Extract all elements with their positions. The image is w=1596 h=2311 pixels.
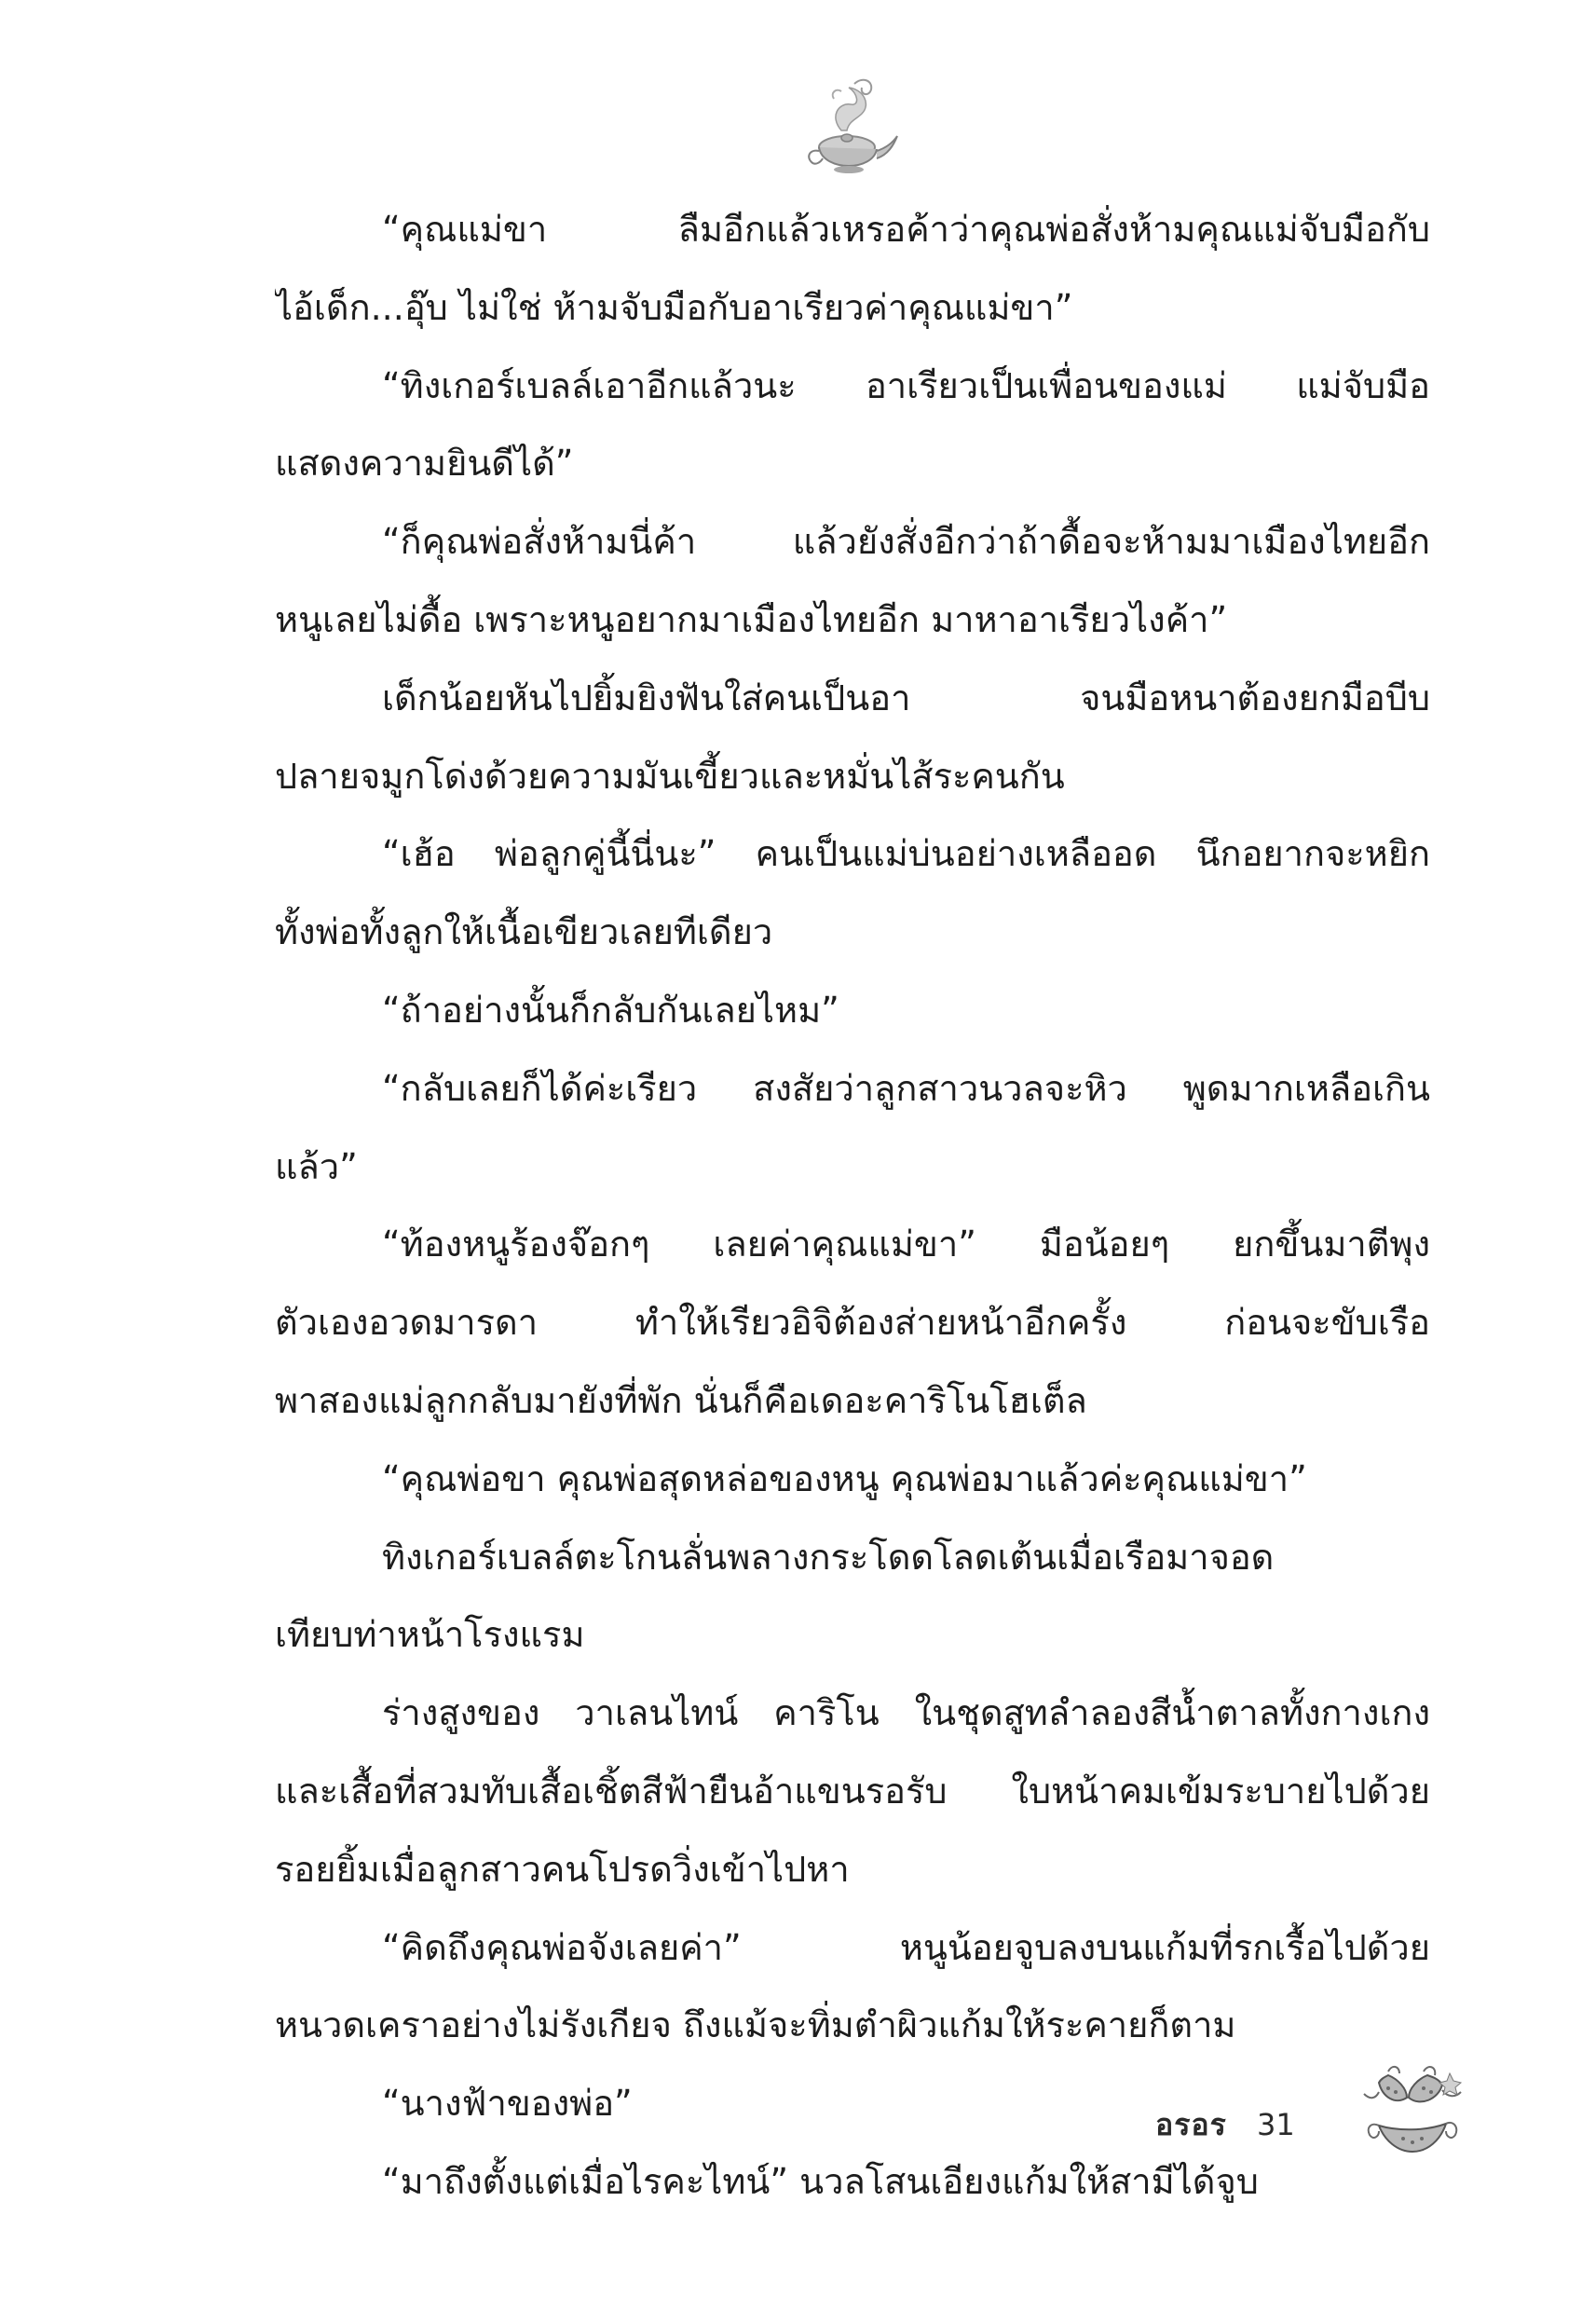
text-line: รอยยิ้มเมื่อลูกสาวคนโปรดวิ่งเข้าไปหา [275,1848,850,1890]
body-text [275,191,1430,2222]
text-line: พาสองแม่ลูกกลับมายังที่พัก นั่นก็คือเดอะคาริโนโฮเต็ล [275,1379,1087,1421]
text-line: ไอ้เด็ก...อุ๊บ ไม่ใช่ ห้ามจับมือกับอาเรียวค่าคุณแม่ขา” [275,286,1073,328]
text-line: หนวดเคราอย่างไม่รังเกียจ ถึงแม้จะทิ่มตำผิวแก้มให้ระคายก็ตาม [275,2004,1236,2046]
text-line: ตัวเองอวดมารดา ทำให้เรียวอิจิต้องส่ายหน้าอีกครั้ง ก่อนจะขับเรือ [275,1302,1430,1344]
text-line: “กลับเลยก็ได้ค่ะเรียว สงสัยว่าลูกสาวนวลจะหิว พูดมากเหลือเกิน [382,1067,1430,1109]
text-line: ทิงเกอร์เบลล์ตะโกนลั่นพลางกระโดดโลดเต้นเมื่อเรือมาจอด [382,1536,1275,1578]
text-line: ปลายจมูกโด่งด้วยความมันเขี้ยวและหมั่นไส้ระคนกัน [275,755,1065,797]
text-line: “นางฟ้าของพ่อ” [382,2083,633,2125]
text-line: “คุณพ่อขา คุณพ่อสุดหล่อของหนู คุณพ่อมาแล้วค่ะคุณแม่ขา” [382,1457,1307,1499]
text-line: “ก็คุณพ่อสั่งห้ามนี่ค้า แล้วยังสั่งอีกว่าถ้าดื้อจะห้ามมาเมืองไทยอีก [382,521,1430,563]
text-line: หนูเลยไม่ดื้อ เพราะหนูอยากมาเมืองไทยอีก มาหาอาเรียวไงค้า” [275,598,1228,640]
text-line: แล้ว” [275,1145,358,1187]
text-line: “เฮ้อ พ่อลูกคู่นี้นี่นะ” คนเป็นแม่บ่นอย่างเหลืออด นึกอยากจะหยิก [382,833,1430,875]
text-line: ร่างสูงของ วาเลนไทน์ คาริโน ในชุดสูทลำลองสีน้ำตาลทั้งกางเกง [382,1692,1430,1734]
text-line: แสดงความยินดีได้” [275,443,574,485]
bikini-icon [1351,2055,1472,2176]
text-line: “ท้องหนูร้องจ๊อกๆ เลยค่าคุณแม่ขา” มือน้อยๆ ยกขึ้นมาตีพุง [382,1224,1430,1265]
text-line: และเสื้อที่สวมทับเสื้อเชิ้ตสีฟ้ายืนอ้าแขนรอรับ ใบหน้าคมเข้มระบายไปด้วย [275,1770,1430,1812]
text-line: เด็กน้อยหันไปยิ้มยิงฟันใส่คนเป็นอา จนมือหนาต้องยกมือบีบ [382,677,1430,718]
magic-lamp-icon [787,65,908,186]
text-line: “ทิงเกอร์เบลล์เอาอีกแล้วนะ อาเรียวเป็นเพื่อนของแม่ แม่จับมือ [382,364,1430,406]
text-line: เทียบท่าหน้าโรงแรม [275,1614,585,1656]
text-line: “คิดถึงคุณพ่อจังเลยค่า” หนูน้อยจูบลงบนแก้มที่รกเรื้อไปด้วย [382,1926,1430,1968]
author-name: อรอร [1155,2107,1227,2142]
text-line: “มาถึงตั้งแต่เมื่อไรคะไทน์” นวลโสนเอียงแก้มให้สามีได้จูบ [382,2160,1259,2202]
text-line: ทั้งพ่อทั้งลูกให้เนื้อเขียวเลยทีเดียว [275,911,773,953]
text-line: “ถ้าอย่างนั้นก็กลับกันเลยไหม” [382,989,839,1031]
page-number: 31 [1256,2107,1295,2142]
page-footer [1155,2097,1295,2153]
text-line: “คุณแม่ขา ลืมอีกแล้วเหรอค้าว่าคุณพ่อสั่งห้ามคุณแม่จับมือกับ [382,209,1430,250]
